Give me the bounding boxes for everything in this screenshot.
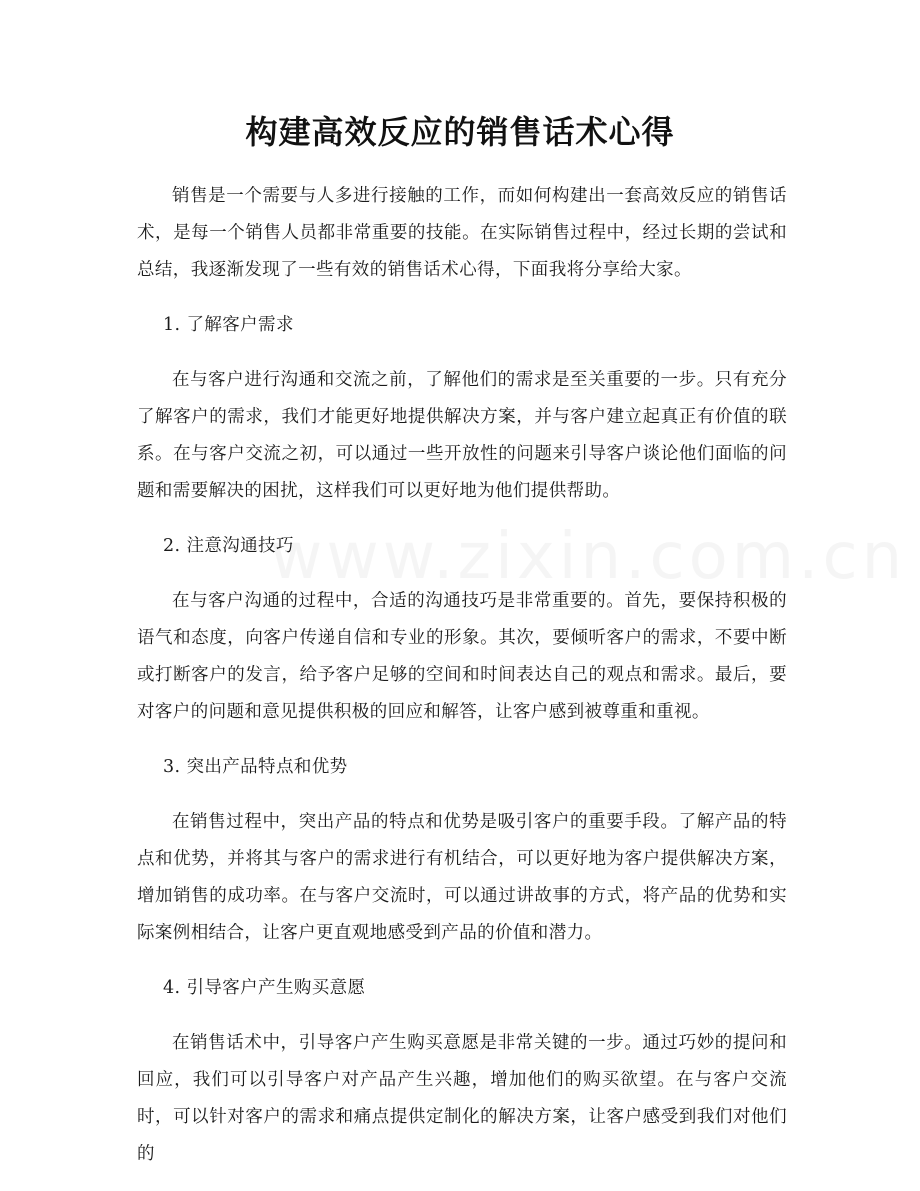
section-paragraph-1: 在与客户进行沟通和交流之前，了解他们的需求是至关重要的一步。只有充分了解客户的需求，我们才能更好地提供解决方案，并与客户建立起真正有价值的联系。在与客户交流之初，可以通过一些开放性的问题来引导客户谈论他们面临的问题和需要解决的困扰，这样我们可以更好地为他们提供帮助。 xyxy=(137,370,787,501)
section-paragraph-3: 在销售过程中，突出产品的特点和优势是吸引客户的重要手段。了解产品的特点和优势，并将其与客户的需求进行有机结合，可以更好地为客户提供解决方案，增加销售的成功率。在与客户交流时，可以通过讲故事的方式，将产品的优势和实际案例相结合，让客户更直观地感受到产品的价值和潜力。 xyxy=(137,812,787,943)
page-title: 构建高效反应的销售话术心得 xyxy=(245,113,675,151)
section-paragraph-4: 在销售话术中，引导客户产生购买意愿是非常关键的一步。通过巧妙的提问和回应，我们可以引导客户对产品产生兴趣，增加他们的购买欲望。在与客户交流时，可以针对客户的需求和痛点提供定制化的解决方案，让客户感受到我们对他们的 xyxy=(137,1033,787,1164)
watermark: www.zixin.com.cn xyxy=(270,520,907,594)
section-heading-1: 1. 了解客户需求 xyxy=(163,315,294,335)
section-paragraph-2: 在与客户沟通的过程中，合适的沟通技巧是非常重要的。首先，要保持积极的语气和态度，向客户传递自信和专业的形象。其次，要倾听客户的需求，不要中断或打断客户的发言，给予客户足够的空间和时间表达自己的观点和需求。最后，要对客户的问题和意见提供积极的回应和解答，让客户感到被尊重和重视。 xyxy=(137,591,787,722)
section-heading-3: 3. 突出产品特点和优势 xyxy=(163,757,348,777)
intro-paragraph: 销售是一个需要与人多进行接触的工作，而如何构建出一套高效反应的销售话术，是每一个销售人员都非常重要的技能。在实际销售过程中，经过长期的尝试和总结，我逐渐发现了一些有效的销售话术心得，下面我将分享给大家。 xyxy=(137,186,787,280)
document-body xyxy=(137,178,907,1191)
section-heading-2: 2. 注意沟通技巧 xyxy=(163,536,294,556)
section-heading-4: 4. 引导客户产生购买意愿 xyxy=(163,978,366,998)
